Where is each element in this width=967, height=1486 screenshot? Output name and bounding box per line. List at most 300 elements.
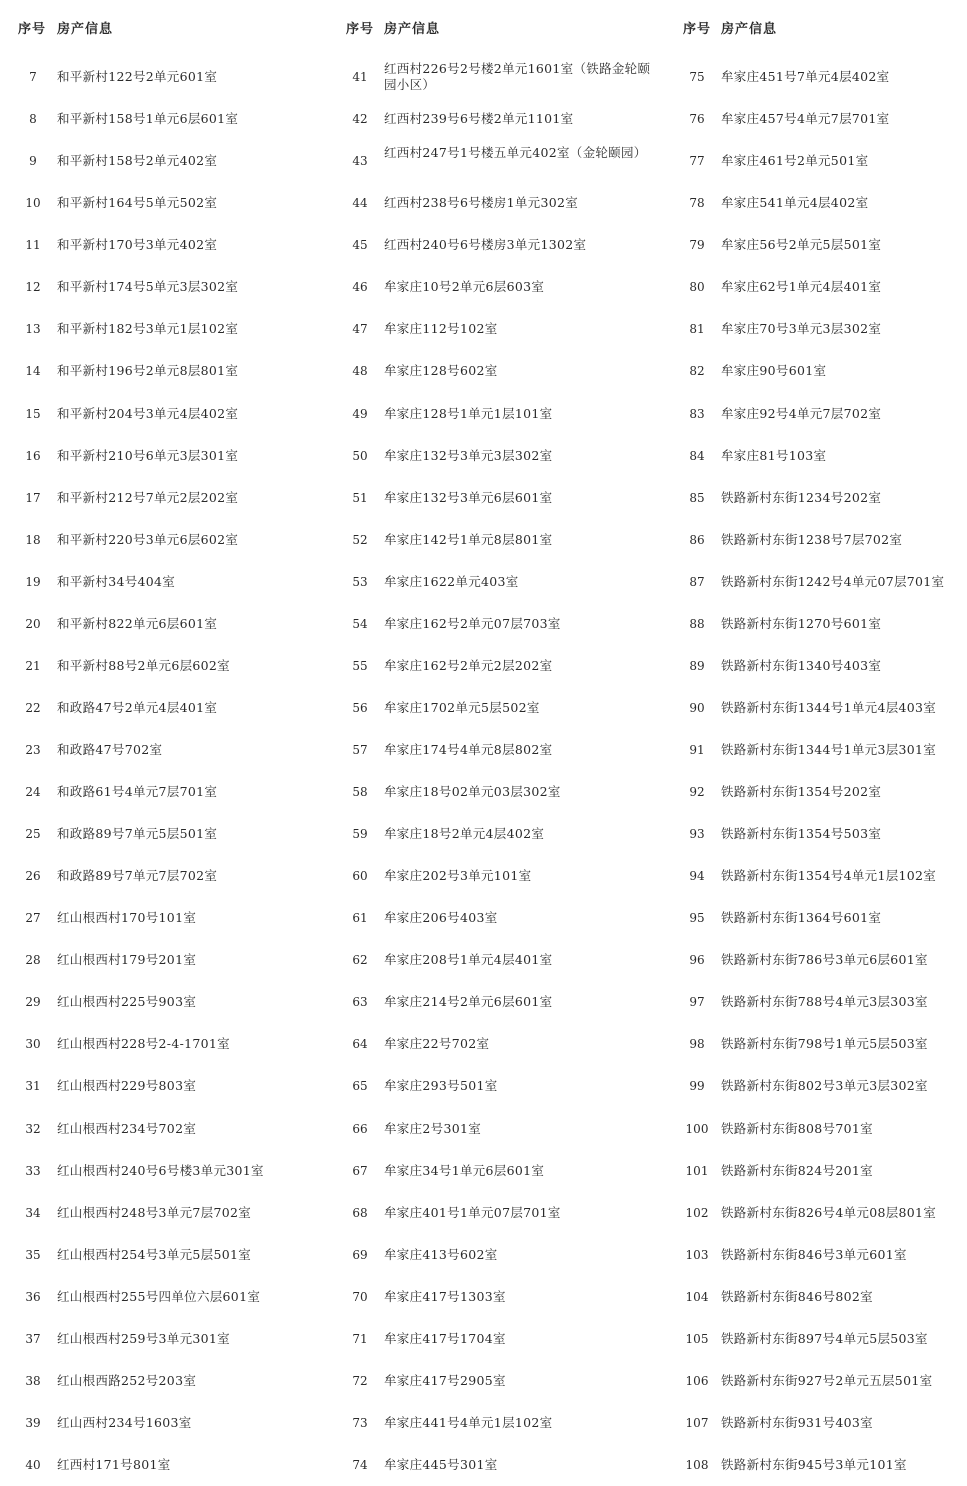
row-number: 75	[689, 70, 705, 84]
row-property-info: 红山根西村248号3单元7层702室	[57, 1204, 252, 1220]
table-row	[665, 939, 967, 981]
row-property-info: 牟家庄451号7单元4层402室	[721, 69, 890, 84]
row-property-info: 和平新村220号3单元6层602室	[57, 531, 239, 547]
row-property-info: 红山根西村254号3单元5层501室	[57, 1246, 252, 1262]
row-property-info: 牟家庄10号2单元6层603室	[384, 279, 545, 295]
row-number: 34	[25, 1205, 41, 1220]
row-number: 19	[25, 574, 41, 589]
row-property-info: 和政路61号4单元7层701室	[57, 784, 218, 799]
table-row	[0, 477, 328, 519]
table-row	[665, 1444, 967, 1486]
table-row	[328, 561, 665, 603]
row-property-info: 铁路新村东街927号2单元五层501室	[721, 1372, 933, 1388]
row-property-info: 铁路新村东街897号4单元5层503室	[721, 1330, 928, 1346]
table-header	[0, 18, 328, 38]
table-row	[328, 855, 665, 897]
row-property-info: 和政路89号7单元7层702室	[57, 868, 218, 884]
row-number: 96	[689, 953, 705, 968]
row-property-info: 和平新村158号2单元402室	[57, 153, 218, 169]
row-property-info: 和平新村174号5单元3层302室	[57, 279, 239, 295]
row-property-info: 和平新村158号1单元6层601室	[57, 111, 239, 127]
row-number: 101	[685, 1163, 709, 1178]
row-property-info: 铁路新村东街846号3单元601室	[721, 1246, 907, 1262]
row-number: 78	[689, 196, 705, 211]
table-row	[665, 1192, 967, 1234]
row-number: 16	[25, 448, 41, 463]
table-row	[328, 1234, 665, 1276]
row-property-info: 铁路新村东街808号701室	[721, 1120, 873, 1136]
row-number: 8	[29, 112, 37, 127]
row-property-info: 和平新村822单元6层601室	[57, 615, 218, 631]
row-property-info: 铁路新村东街824号201室	[721, 1162, 873, 1178]
row-number: 42	[352, 112, 368, 127]
row-property-info: 铁路新村东街1344号1单元4层403室	[721, 699, 937, 715]
row-number: 35	[25, 1247, 41, 1262]
row-property-info: 牟家庄401号1单元07层701室	[384, 1204, 561, 1220]
row-property-info: 铁路新村东街798号1单元5层503室	[721, 1036, 928, 1052]
row-number: 105	[685, 1331, 709, 1346]
table-row	[0, 645, 328, 687]
row-property-info: 铁路新村东街1238号7层702室	[721, 531, 903, 547]
table-row	[0, 561, 328, 603]
table-column-3	[665, 0, 967, 1472]
row-property-info: 和平新村196号2单元8层801室	[57, 363, 239, 379]
table-row	[665, 224, 967, 266]
row-property-info: 牟家庄18号2单元4层402室	[384, 826, 545, 842]
row-number: 68	[352, 1205, 368, 1220]
table-row	[665, 897, 967, 939]
table-row	[328, 308, 665, 350]
table-row	[328, 813, 665, 855]
table-row	[328, 477, 665, 519]
table-row	[328, 350, 665, 392]
row-number: 32	[25, 1121, 41, 1136]
table-column-2	[328, 0, 665, 1472]
row-property-info: 牟家庄541单元4层402室	[721, 195, 869, 211]
row-number: 37	[25, 1331, 41, 1346]
row-number: 82	[689, 364, 705, 379]
row-property-info: 牟家庄2号301室	[384, 1120, 482, 1136]
table-row	[665, 519, 967, 561]
row-property-info: 牟家庄162号2单元2层202室	[384, 657, 553, 673]
row-number: 73	[352, 1415, 368, 1430]
table-row	[0, 1360, 328, 1402]
row-number: 89	[689, 658, 705, 673]
row-number: 70	[352, 1289, 368, 1304]
table-row	[328, 56, 665, 98]
row-number: 84	[689, 448, 705, 463]
table-row	[665, 1023, 967, 1065]
table-row	[0, 603, 328, 645]
row-number: 62	[352, 953, 368, 968]
row-property-info: 红山根西村234号702室	[57, 1120, 197, 1136]
row-number: 13	[25, 322, 41, 337]
row-property-info: 红山根西村225号903室	[57, 994, 197, 1010]
row-number: 94	[689, 869, 705, 884]
row-property-info: 牟家庄22号702室	[384, 1036, 490, 1052]
row-number: 24	[25, 785, 41, 799]
table-row	[0, 224, 328, 266]
row-property-info: 铁路新村东街1354号202室	[721, 784, 882, 799]
table-row	[665, 813, 967, 855]
table-row	[665, 1108, 967, 1150]
table-row	[0, 897, 328, 939]
row-number: 14	[25, 364, 41, 379]
row-property-info: 和平新村34号404室	[57, 573, 176, 589]
row-property-info: 铁路新村东街1234号202室	[721, 489, 882, 505]
table-row	[328, 687, 665, 729]
table-row	[665, 1150, 967, 1192]
row-property-info: 牟家庄417号1303室	[384, 1288, 506, 1304]
table-header	[328, 18, 665, 38]
table-header	[665, 18, 967, 38]
row-property-info: 铁路新村东街1354号4单元1层102室	[721, 868, 937, 884]
row-property-info: 牟家庄142号1单元8层801室	[384, 531, 553, 547]
table-row	[0, 939, 328, 981]
row-number: 18	[25, 532, 41, 547]
row-number: 99	[689, 1079, 705, 1094]
row-property-info: 和政路47号2单元4层401室	[57, 699, 218, 715]
table-row	[665, 266, 967, 308]
table-row	[665, 981, 967, 1023]
row-property-info: 红西村239号6号楼2单元1101室	[384, 111, 574, 127]
table-row	[665, 56, 967, 98]
row-property-info: 红山西村234号1603室	[57, 1414, 192, 1430]
row-number: 21	[25, 658, 41, 673]
row-property-info: 和平新村182号3单元1层102室	[57, 321, 239, 337]
table-row	[665, 1402, 967, 1444]
row-number: 98	[689, 1037, 705, 1052]
row-number: 45	[352, 238, 368, 253]
row-property-info: 牟家庄162号2单元07层703室	[384, 615, 561, 631]
table-row	[665, 1318, 967, 1360]
row-number: 17	[25, 490, 41, 505]
row-property-info: 红西村171号801室	[57, 1457, 171, 1472]
row-number: 69	[352, 1247, 368, 1262]
table-row	[328, 1150, 665, 1192]
row-number: 80	[689, 280, 705, 295]
row-property-info: 牟家庄18号02单元03层302室	[384, 784, 561, 799]
row-property-info: 铁路新村东街945号3单元101室	[721, 1457, 907, 1472]
table-row	[328, 1360, 665, 1402]
row-number: 52	[352, 532, 368, 547]
row-property-info: 牟家庄208号1单元4层401室	[384, 952, 553, 968]
table-row	[665, 477, 967, 519]
row-number: 100	[685, 1121, 709, 1136]
row-number: 39	[25, 1415, 41, 1430]
row-property-info: 牟家庄112号102室	[384, 321, 498, 337]
table-row	[0, 308, 328, 350]
table-row	[0, 98, 328, 140]
row-property-info: 牟家庄441号4单元1层102室	[384, 1414, 553, 1430]
row-property-info: 铁路新村东街1270号601室	[721, 615, 882, 631]
table-row	[665, 1234, 967, 1276]
row-property-info: 牟家庄202号3单元101室	[384, 868, 532, 884]
table-row	[665, 393, 967, 435]
row-number: 22	[25, 700, 41, 715]
row-property-info: 红山根西村259号3单元301室	[57, 1330, 230, 1346]
row-property-info: 和平新村204号3单元4层402室	[57, 405, 239, 421]
row-property-info: 牟家庄417号2905室	[384, 1372, 506, 1388]
row-property-info: 铁路新村东街802号3单元3层302室	[721, 1078, 928, 1094]
row-number: 20	[25, 616, 41, 631]
row-number: 74	[352, 1458, 368, 1472]
row-number: 12	[25, 280, 41, 295]
row-number: 87	[689, 574, 705, 589]
row-number: 56	[352, 700, 368, 715]
table-row	[665, 603, 967, 645]
table-row	[665, 350, 967, 392]
table-row	[0, 687, 328, 729]
row-number: 93	[689, 827, 705, 842]
table-row	[328, 224, 665, 266]
row-property-info: 牟家庄92号4单元7层702室	[721, 405, 882, 421]
row-property-info: 牟家庄132号3单元3层302室	[384, 447, 553, 463]
row-property-info: 牟家庄461号2单元501室	[721, 153, 869, 169]
row-property-info: 红山根西路252号203室	[57, 1372, 197, 1388]
row-property-info: 和平新村212号7单元2层202室	[57, 489, 239, 505]
row-number: 51	[352, 490, 368, 505]
row-number: 31	[25, 1079, 41, 1094]
row-number: 85	[689, 490, 705, 505]
row-property-info: 铁路新村东街1242号4单元07层701室	[721, 573, 945, 589]
row-property-info: 和平新村164号5单元502室	[57, 195, 218, 211]
row-number: 92	[689, 785, 705, 799]
row-number: 64	[352, 1037, 368, 1052]
row-property-info: 铁路新村东街846号802室	[721, 1288, 873, 1304]
row-number: 44	[352, 196, 368, 211]
row-property-info: 红西村226号2号楼2单元1601室（铁路金轮颐园小区）	[384, 61, 651, 92]
row-property-info: 牟家庄1702单元5层502室	[384, 699, 540, 715]
row-number: 97	[689, 995, 705, 1010]
table-row	[665, 98, 967, 140]
table-row	[0, 140, 328, 182]
table-row	[0, 435, 328, 477]
row-property-info: 和平新村170号3单元402室	[57, 237, 218, 253]
row-property-info: 牟家庄132号3单元6层601室	[384, 489, 553, 505]
row-property-info: 铁路新村东街1364号601室	[721, 910, 882, 926]
table-row	[0, 519, 328, 561]
row-property-info: 红山根西村228号2-4-1701室	[57, 1036, 230, 1052]
table-row	[328, 435, 665, 477]
row-property-info: 牟家庄293号501室	[384, 1078, 498, 1094]
header-number: 序号	[18, 22, 47, 37]
table-row	[0, 1023, 328, 1065]
table-row	[328, 393, 665, 435]
row-property-info: 铁路新村东街931号403室	[721, 1414, 873, 1430]
table-row	[665, 140, 967, 182]
row-property-info: 红西村240号6号楼房3单元1302室	[384, 237, 587, 253]
row-number: 27	[25, 911, 41, 926]
row-number: 49	[352, 406, 368, 421]
table-row	[0, 729, 328, 771]
row-number: 83	[689, 406, 705, 421]
table-row	[665, 1065, 967, 1107]
row-number: 23	[25, 743, 41, 757]
row-number: 95	[689, 911, 705, 926]
row-property-info: 牟家庄214号2单元6层601室	[384, 994, 553, 1010]
table-row	[0, 266, 328, 308]
table-row	[665, 687, 967, 729]
row-number: 55	[352, 658, 368, 673]
row-number: 65	[352, 1079, 368, 1094]
row-number: 66	[352, 1121, 368, 1136]
row-number: 11	[25, 238, 41, 253]
row-property-info: 牟家庄457号4单元7层701室	[721, 111, 890, 127]
table-row	[328, 1402, 665, 1444]
row-property-info: 牟家庄90号601室	[721, 363, 827, 379]
table-row	[328, 771, 665, 813]
table-row	[0, 855, 328, 897]
table-row	[0, 1444, 328, 1486]
row-number: 106	[685, 1373, 709, 1388]
table-row	[328, 140, 665, 182]
row-property-info: 和平新村88号2单元6层602室	[57, 657, 230, 673]
row-number: 61	[352, 911, 368, 926]
header-property-info: 房产信息	[384, 22, 441, 37]
row-number: 30	[25, 1037, 41, 1052]
table-row	[328, 981, 665, 1023]
row-property-info: 牟家庄1622单元403室	[384, 573, 519, 589]
table-row	[0, 1276, 328, 1318]
row-property-info: 铁路新村东街788号4单元3层303室	[721, 994, 928, 1010]
row-number: 79	[689, 238, 705, 253]
row-number: 26	[25, 869, 41, 884]
row-property-info: 红山根西村170号101室	[57, 910, 197, 926]
row-number: 43	[352, 154, 368, 169]
table-row	[0, 1065, 328, 1107]
row-number: 36	[25, 1289, 41, 1304]
row-number: 33	[25, 1163, 41, 1178]
row-number: 53	[352, 574, 368, 589]
table-row	[665, 308, 967, 350]
row-number: 63	[352, 995, 368, 1010]
table-row	[0, 1234, 328, 1276]
row-property-info: 牟家庄56号2单元5层501室	[721, 237, 882, 253]
row-number: 48	[352, 364, 368, 379]
row-number: 41	[352, 70, 368, 84]
row-property-info: 牟家庄413号602室	[384, 1246, 498, 1262]
header-number: 序号	[346, 22, 375, 37]
table-row	[0, 393, 328, 435]
row-property-info: 牟家庄34号1单元6层601室	[384, 1162, 545, 1178]
row-number: 54	[352, 616, 368, 631]
row-number: 102	[685, 1205, 709, 1220]
table-row	[665, 855, 967, 897]
table-row	[0, 350, 328, 392]
row-number: 86	[689, 532, 705, 547]
table-row	[0, 1192, 328, 1234]
row-number: 10	[25, 196, 41, 211]
table-row	[328, 1276, 665, 1318]
table-column-1	[0, 0, 328, 1472]
table-row	[328, 1023, 665, 1065]
table-row	[0, 771, 328, 813]
row-number: 50	[352, 448, 368, 463]
row-property-info: 牟家庄128号1单元1层101室	[384, 405, 553, 421]
row-property-info: 铁路新村东街786号3单元6层601室	[721, 952, 928, 968]
table-row	[328, 939, 665, 981]
row-number: 57	[352, 743, 368, 757]
row-number: 25	[25, 827, 41, 842]
table-row	[328, 603, 665, 645]
table-row	[665, 771, 967, 813]
header-number: 序号	[683, 22, 712, 37]
table-row	[0, 1108, 328, 1150]
table-row	[665, 1276, 967, 1318]
row-number: 90	[689, 700, 705, 715]
table-row	[0, 813, 328, 855]
table-row	[328, 266, 665, 308]
table-row	[328, 729, 665, 771]
row-number: 77	[689, 154, 705, 169]
table-row	[328, 897, 665, 939]
row-property-info: 红西村238号6号楼房1单元302室	[384, 195, 579, 211]
table-row	[328, 182, 665, 224]
row-number: 7	[29, 70, 37, 84]
row-property-info: 牟家庄81号103室	[721, 447, 827, 463]
row-property-info: 和平新村122号2单元601室	[57, 69, 218, 84]
row-number: 88	[689, 616, 705, 631]
header-property-info: 房产信息	[57, 22, 114, 37]
row-number: 60	[352, 869, 368, 884]
row-property-info: 红山根西村179号201室	[57, 952, 197, 968]
row-number: 59	[352, 827, 368, 842]
row-property-info: 红西村247号1号楼五单元402室（金轮颐园）	[384, 145, 647, 161]
row-property-info: 和平新村210号6单元3层301室	[57, 447, 239, 463]
row-number: 81	[689, 322, 705, 337]
table-row	[0, 981, 328, 1023]
table-row	[328, 519, 665, 561]
table-row	[328, 1192, 665, 1234]
row-property-info: 牟家庄70号3单元3层302室	[721, 321, 882, 337]
row-number: 28	[25, 953, 41, 968]
row-property-info: 牟家庄445号301室	[384, 1457, 498, 1472]
row-number: 67	[352, 1163, 368, 1178]
row-number: 103	[685, 1247, 709, 1262]
row-property-info: 铁路新村东街1344号1单元3层301室	[721, 742, 937, 757]
row-number: 47	[352, 322, 368, 337]
row-number: 40	[25, 1458, 41, 1472]
row-number: 104	[685, 1289, 709, 1304]
row-property-info: 和政路89号7单元5层501室	[57, 826, 218, 842]
table-row	[665, 729, 967, 771]
row-number: 91	[689, 743, 705, 757]
table-row	[328, 1444, 665, 1486]
table-row	[0, 1318, 328, 1360]
row-number: 108	[685, 1458, 709, 1472]
row-number: 76	[689, 112, 705, 127]
row-number: 9	[29, 154, 37, 169]
row-property-info: 牟家庄206号403室	[384, 910, 498, 926]
row-number: 38	[25, 1373, 41, 1388]
table-row	[328, 1065, 665, 1107]
row-property-info: 红山根西村255号四单位六层601室	[57, 1288, 261, 1304]
row-number: 29	[25, 995, 41, 1010]
row-property-info: 牟家庄62号1单元4层401室	[721, 279, 882, 295]
table-row	[328, 1318, 665, 1360]
table-row	[0, 1402, 328, 1444]
row-property-info: 牟家庄417号1704室	[384, 1330, 506, 1346]
table-row	[665, 435, 967, 477]
table-row	[328, 645, 665, 687]
table-row	[665, 182, 967, 224]
row-property-info: 牟家庄174号4单元8层802室	[384, 742, 553, 757]
row-number: 71	[352, 1331, 368, 1346]
row-number: 46	[352, 280, 368, 295]
row-number: 72	[352, 1373, 368, 1388]
row-property-info: 红山根西村240号6号楼3单元301室	[57, 1162, 264, 1178]
